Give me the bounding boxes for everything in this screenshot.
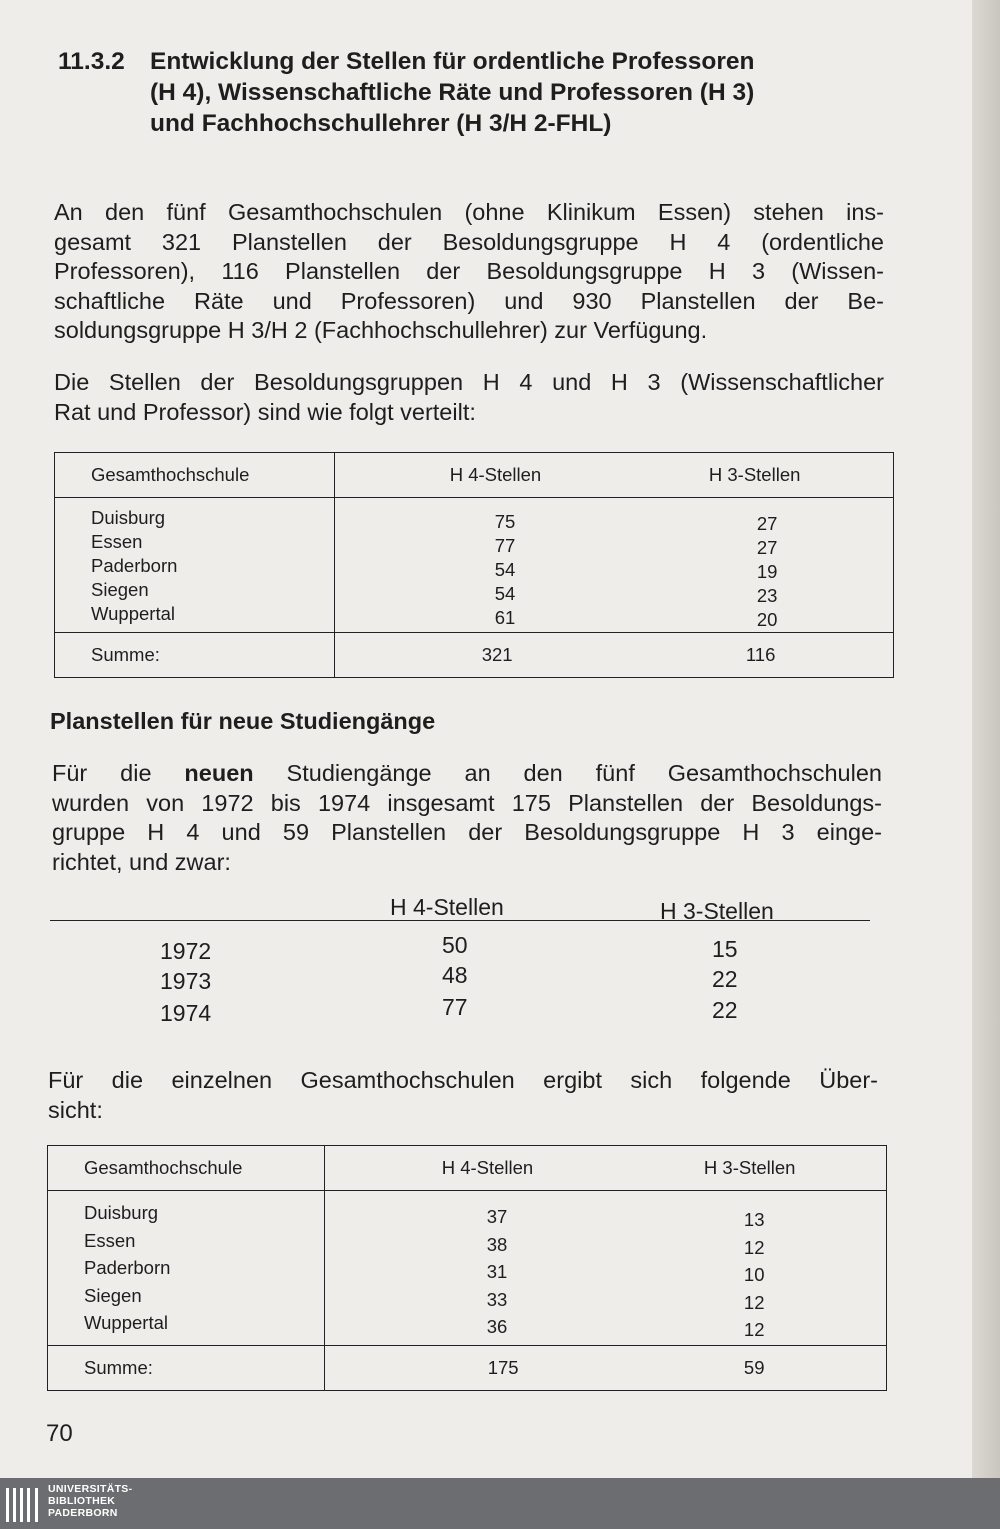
text-run: Für die xyxy=(52,760,185,786)
h4-value: 36 xyxy=(486,1316,508,1337)
text-line: Professoren), 116 Planstellen der Besoldungsgruppe H 3 (Wissen- xyxy=(54,258,884,284)
h3-value: 22 xyxy=(712,997,738,1023)
library-name xyxy=(48,1483,132,1519)
page-number: 70 xyxy=(46,1420,73,1447)
h3-value: 15 xyxy=(712,936,738,962)
h4-value: 77 xyxy=(494,535,516,556)
school-name: Essen xyxy=(84,1229,136,1251)
overview-paragraph xyxy=(48,1066,878,1125)
text-line: gruppe H 4 und 59 Planstellen der Besoldungsgruppe H 3 einge- xyxy=(52,819,882,845)
text-line: schaftliche Räte und Professoren) und 930 Planstellen der Be- xyxy=(54,287,884,314)
h4-value: 38 xyxy=(486,1233,508,1255)
text-run: Studiengänge an den fünf Gesamthochschulen xyxy=(253,760,882,786)
text-line: Für die einzelnen Gesamthochschulen ergibt sich folgende Über- xyxy=(48,1067,878,1093)
text-line: Rat und Professor) sind wie folgt verteilt: xyxy=(54,398,476,425)
section-title-line: und Fachhochschullehrer (H 3/H 2-FHL) xyxy=(150,110,612,137)
section-title-line: Entwicklung der Stellen für ordentliche Professoren xyxy=(150,48,755,75)
column-header: H 4-Stellen xyxy=(390,894,504,920)
school-name: Paderborn xyxy=(84,1257,171,1278)
school-name: Wuppertal xyxy=(84,1312,168,1333)
h3-value: 22 xyxy=(712,966,738,992)
emphasis-text: neuen xyxy=(184,760,254,786)
page-edge xyxy=(972,0,1000,1478)
school-name: Wuppertal xyxy=(91,603,175,624)
sum-label: Summe: xyxy=(55,633,335,678)
library-line: UNIVERSITÄTS- xyxy=(48,1483,133,1495)
years-table xyxy=(50,890,870,1040)
column-header: H 4-Stellen xyxy=(324,1146,594,1191)
sum-h4: 175 xyxy=(324,1345,594,1390)
h3-value: 13 xyxy=(743,1209,765,1230)
school-list xyxy=(48,1191,325,1346)
h3-value: 27 xyxy=(756,513,778,534)
section-heading xyxy=(58,46,858,139)
h4-value: 54 xyxy=(494,583,516,604)
school-name: Paderborn xyxy=(91,555,178,576)
sum-h4: 321 xyxy=(334,633,609,678)
text-line: sicht: xyxy=(48,1096,103,1123)
year: 1972 xyxy=(160,938,212,964)
distribution-paragraph xyxy=(54,368,884,427)
library-logo-icon xyxy=(6,1488,42,1522)
text-line: An den fünf Gesamthochschulen (ohne Klinikum Essen) stehen ins- xyxy=(54,199,884,225)
h4-value: 33 xyxy=(486,1288,508,1310)
text-line: soldungsgruppe H 3/H 2 (Fachhochschullehrer) zur Verfügung. xyxy=(54,317,708,343)
h4-value: 54 xyxy=(494,559,516,580)
h3-value: 10 xyxy=(743,1264,765,1285)
h3-value: 23 xyxy=(756,585,778,606)
section-title-line: (H 4), Wissenschaftliche Räte und Professoren (H 3) xyxy=(150,79,755,106)
school-name: Siegen xyxy=(91,579,149,600)
h3-value: 20 xyxy=(756,609,778,630)
text-line: wurden von 1972 bis 1974 insgesamt 175 Planstellen der Besoldungs- xyxy=(52,789,882,816)
school-list xyxy=(55,498,335,633)
school-name: Duisburg xyxy=(84,1202,159,1223)
school-name: Siegen xyxy=(84,1284,142,1306)
h4-value: 50 xyxy=(442,932,468,958)
sum-label: Summe: xyxy=(48,1345,325,1390)
column-header: H 3-Stellen xyxy=(594,1146,887,1191)
new-courses-heading: Planstellen für neue Studiengänge xyxy=(50,708,436,734)
h4-values xyxy=(334,498,609,633)
intro-paragraph xyxy=(54,198,884,346)
school-name: Essen xyxy=(91,531,143,552)
year: 1974 xyxy=(160,1000,212,1026)
h4-value: 75 xyxy=(494,511,516,532)
h3-value: 12 xyxy=(743,1319,765,1340)
h4-value: 37 xyxy=(486,1206,508,1227)
sum-h3: 116 xyxy=(609,633,894,678)
text-line: Die Stellen der Besoldungsgruppen H 4 und H 3 (Wissenschaftlicher xyxy=(54,369,884,395)
h4-value: 77 xyxy=(442,994,468,1020)
column-header: Gesamthochschule xyxy=(55,453,335,498)
column-header: H 3-Stellen xyxy=(660,898,774,924)
h3-values xyxy=(594,1191,887,1346)
divider xyxy=(50,920,870,921)
school-name: Duisburg xyxy=(91,507,166,528)
library-line: BIBLIOTHEK xyxy=(48,1495,116,1507)
h4-value: 48 xyxy=(442,962,468,988)
h4-values xyxy=(324,1191,594,1346)
h3-value: 19 xyxy=(756,561,778,582)
column-header: H 3-Stellen xyxy=(609,453,894,498)
library-line: PADERBORN xyxy=(48,1507,118,1519)
text-line: gesamt 321 Planstellen der Besoldungsgruppe H 4 (ordentliche xyxy=(54,228,884,255)
stellen-table-new-courses xyxy=(47,1145,887,1391)
library-footer xyxy=(0,1478,1000,1529)
year: 1973 xyxy=(160,968,212,994)
h3-values xyxy=(609,498,894,633)
new-courses-paragraph xyxy=(52,759,882,877)
column-header: Gesamthochschule xyxy=(48,1146,325,1191)
h3-value: 27 xyxy=(756,537,778,558)
h3-value: 12 xyxy=(743,1236,765,1258)
section-number: 11.3.2 xyxy=(58,48,125,75)
h4-value: 31 xyxy=(486,1261,508,1282)
h4-value: 61 xyxy=(494,607,516,628)
stellen-table-total xyxy=(54,452,894,678)
text-line xyxy=(52,759,882,789)
text-line: richtet, und zwar: xyxy=(52,848,231,875)
h3-value: 12 xyxy=(743,1291,765,1313)
column-header: H 4-Stellen xyxy=(334,453,609,498)
sum-h3: 59 xyxy=(594,1345,887,1390)
